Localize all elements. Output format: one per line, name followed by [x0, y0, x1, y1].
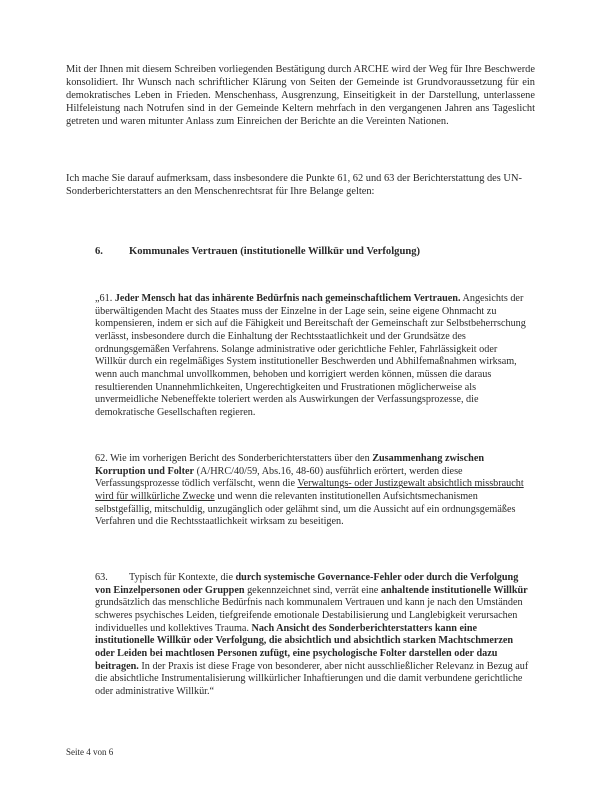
para63-bold1: durch systemische Governance-Fehler oder durch die Verfolgung von Einzelpersonen oder Gruppen: [95, 572, 519, 596]
para63-bold2: anhaltende institutionelle Willkür: [380, 584, 528, 596]
section-number: 6.: [95, 246, 103, 257]
para62-bold: Zusammenhang zwischen Korruption und Folter: [95, 453, 485, 477]
para61-lead: „61.: [95, 293, 115, 304]
notice-paragraph: Ich mache Sie darauf aufmerksam, dass insbesondere die Punkte 61, 62 und 63 der Berichterstattung des UN-Sonderberichterstatters an den Menschenrechtsrat für Ihre Belange gelten:: [66, 173, 522, 197]
para63-bold3: Nach Ansicht des Sonderberichterstatters kann eine institutionelle Willkür oder Verfolgung, die absichtlich und absichtlich starken Machtschmerzen oder Leiden bei machtlosen Personen zufügt, eine psychologische Folter darstellen oder dazu beitragen.: [95, 622, 514, 672]
paragraph-63: [95, 572, 530, 699]
section-title: Kommunales Vertrauen (institutionelle Willkür und Verfolgung): [129, 246, 421, 257]
para61-rest: Angesichts der überwältigenden Macht des Staates muss der Einzelne in der Lage sein, seine eigene Ohnmacht zu kompensieren, indem er sich auf die Fähigkeit und Bereitschaft der Gemeinschaft zur Selbstbeherrschung verlässt, insbesondere durch die Einhaltung der Rechtsstaatlichkeit und der Grundsätze des ordnungsgemäßen Verfahrens. Solange administrative oder gerichtliche Fehler, Fahrlässigkeit oder Willkür durch ein regelmäßiges System institutioneller Beschwerden und Abhilfemaßnahmen wirksam, wenn auch manchmal unvollkommen, behoben und korrigiert werden können, müssen die daraus resultierenden Unannehmlichkeiten, Ungerechtigkeiten und Frustrationen möglicherweise als unvermeidliche Nebeneffekte toleriert werden als Auswirkungen der Verfassungsprozesse, die demokratische Gesellschaften regieren.: [95, 293, 526, 418]
para63-number: 63.: [95, 572, 108, 583]
para63-lead: Typisch für Kontexte, die: [129, 572, 236, 583]
para63-mid1: gekennzeichnet sind, verrät eine: [244, 584, 381, 596]
intro-paragraph: Mit der Ihnen mit diesem Schreiben vorliegenden Bestätigung durch ARCHE wird der Weg für Ihre Beschwerde konsolidiert. Ihr Wunsch nach schriftlicher Klärung von Seiten der Gemeinde ist Grundvoraussetzung für ein demokratisches Leben in Frieden. Menschenhass, Ausgrenzung, Einseitigkeit in der Darstellung, unterlassene Hilfeleistung nach Notrufen sind in der Gemeinde Keltern mehrfach in den vergangenen Jahren ans Tageslicht getreten und waren mitunter Anlass zum Einreichen der Berichte an die Vereinten Nationen.: [66, 64, 535, 127]
page-footer: Seite 4 von 6: [66, 747, 114, 757]
section-heading: [95, 245, 515, 258]
para62-mid: (A/HRC/40/59, Abs.16, 48-60) ausführlich erörtert, werden diese Verfassungsprozesse tödlich verfälscht, wenn die: [95, 465, 463, 490]
para62-rest: und wenn die relevanten institutionellen Aufsichtsmechanismen selbstgefällig, mitschuldig, unzugänglich oder gelähmt sind, um die Aussicht auf ein ordnungsgemäßes Verfahren und die Rechtsstaatlichkeit wirksam zu beseitigen.: [95, 490, 516, 528]
para62-underline: Verwaltungs- oder Justizgewalt absichtlich missbraucht wird für willkürliche Zwecke: [95, 478, 524, 502]
paragraph-61: [95, 293, 530, 420]
paragraph-62: [95, 453, 530, 529]
para61-bold: Jeder Mensch hat das inhärente Bedürfnis nach gemeinschaftlichem Vertrauen.: [114, 293, 461, 304]
para63-rest: In der Praxis ist diese Frage von besonderer, aber nicht ausschließlicher Relevanz in Bezug auf die absichtliche Instrumentalisierung willkürlicher Inhaftierungen und die damit verbundene gerichtliche oder administrative Willkür.“: [95, 660, 529, 697]
para63-mid2: grundsätzlich das menschliche Bedürfnis nach kommunalem Vertrauen und kann je nach den Umständen schweres psychisches Leiden, tiefgreifende emotionale Destabilisierung und Langlebigkeit verursachen individuelles und kollektives Trauma.: [95, 597, 523, 634]
para62-lead: 62. Wie im vorherigen Bericht des Sonderberichterstatters über den: [95, 453, 373, 464]
